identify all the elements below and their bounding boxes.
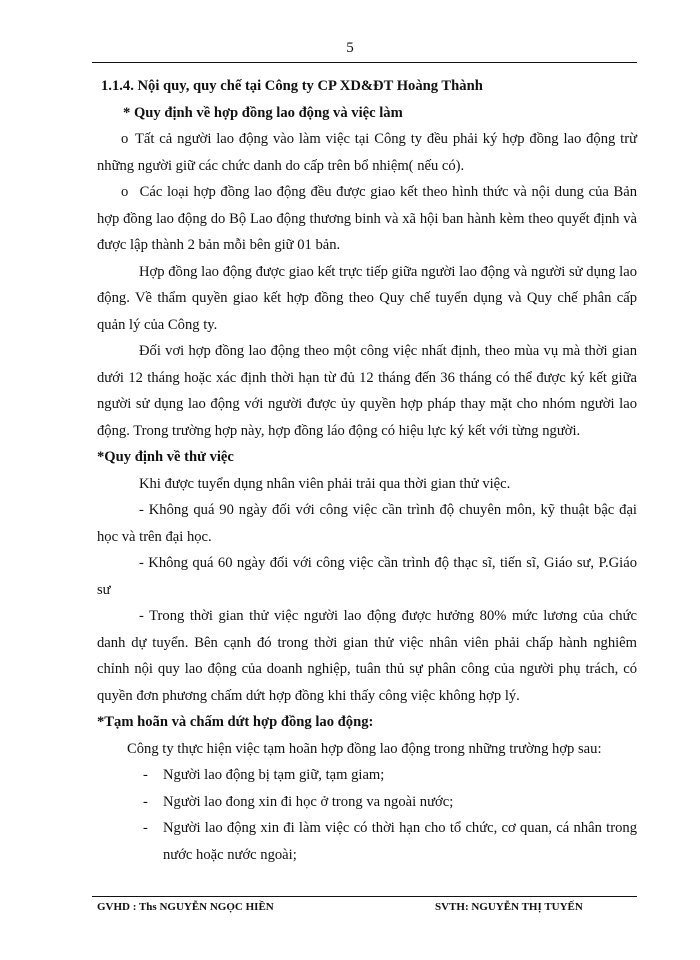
contract-paragraph: Hợp đồng lao động được giao kết trực tiếp giữa người lao động và người sử dụng lao động. Về thẩm quyền giao kết hợp đồng theo Quy chế tuyển dụng và Quy chế phân cấp quản lý của Công ty.	[97, 263, 637, 333]
footer-student: SVTH: NGUYỄN THỊ TUYẾN	[435, 901, 583, 913]
circle-bullet-icon: o	[121, 131, 129, 147]
dash-bullet-icon: -	[143, 793, 148, 810]
list-item-text: Người lao động bị tạm giữ, tạm giam;	[163, 767, 385, 783]
subsection-suspension-heading: *Tạm hoãn và chấm dứt hợp đồng lao động:	[97, 714, 374, 730]
contract-item	[97, 126, 637, 179]
footer-rule	[92, 896, 637, 897]
list-item	[97, 789, 637, 816]
subsection-contract-heading: * Quy định về hợp đồng lao động và việc làm	[123, 104, 403, 121]
dash-bullet-icon: -	[143, 767, 148, 783]
list-item	[97, 762, 637, 789]
contract-item-text: Tất cả người lao động vào làm việc tại Công ty đều phải ký hợp đồng lao động trừ những người giữ các chức danh do cấp trên bổ nhiệm( nếu có).	[97, 131, 637, 174]
list-item	[97, 815, 637, 868]
circle-bullet-icon: o	[121, 184, 129, 200]
document-body	[97, 73, 637, 868]
probation-item: - Không quá 60 ngày đối với công việc cần trình độ thạc sĩ, tiến sĩ, Giáo sư, P.Giáo sư	[97, 555, 637, 598]
contract-item	[97, 179, 637, 259]
suspension-list	[97, 762, 637, 868]
suspension-intro: Công ty thực hiện việc tạm hoãn hợp đồng lao động trong những trường hợp sau:	[127, 740, 602, 757]
section-title: 1.1.4. Nội quy, quy chế tại Công ty CP XD&ĐT Hoàng Thành	[101, 78, 483, 94]
list-item-text: Người lao động xin đi làm việc có thời hạn cho tổ chức, cơ quan, cá nhân trong nước hoặc nước ngoài;	[163, 820, 637, 863]
probation-item: - Không quá 90 ngày đối với công việc cần trình độ chuyên môn, kỹ thuật bậc đại học và trên đại học.	[97, 502, 637, 545]
subsection-probation-heading: *Quy định về thử việc	[97, 449, 234, 465]
header-rule	[92, 62, 637, 63]
dash-bullet-icon: -	[143, 820, 148, 836]
probation-item: - Trong thời gian thử việc người lao động được hưởng 80% mức lương của chức danh dự tuyển. Bên cạnh đó trong thời gian thử việc nhân viên phải chấp hành nghiêm chỉnh nội quy lao động của doanh nghiệp, tuân thủ sự phân công của người phụ trách, có quyền đơn phương chấm dứt hợp đồng khi thấy công việc không hợp lý.	[97, 608, 637, 704]
footer-supervisor: GVHD : Ths NGUYỄN NGỌC HIỀN	[97, 901, 274, 913]
list-item-text: Người lao đong xin đi học ở trong va ngoài nước;	[163, 793, 454, 810]
probation-intro: Khi được tuyển dụng nhân viên phải trải qua thời gian thử việc.	[139, 475, 511, 492]
contract-paragraph: Đối vơi hợp đồng lao động theo một công việc nhất định, theo mùa vụ mà thời gian dưới 12 tháng hoặc xác định thời hạn từ đủ 12 tháng đến 36 tháng có thể được ký kết giữa người sử dụng lao động với người được ủy quyền hợp pháp thay mặt cho nhóm người lao động. Trong trường hợp này, hợp đồng láo động có hiệu lực ký kết với từng người.	[97, 343, 637, 439]
contract-item-text: Các loại hợp đồng lao động đều được giao kết theo hình thức và nội dung của Bản hợp đồng lao động do Bộ Lao động thương binh và xã hội ban hành kèm theo quyết định và được lập thành 2 bản mỗi bên giữ 01 bản.	[97, 184, 637, 253]
page-number: 5	[346, 40, 354, 56]
